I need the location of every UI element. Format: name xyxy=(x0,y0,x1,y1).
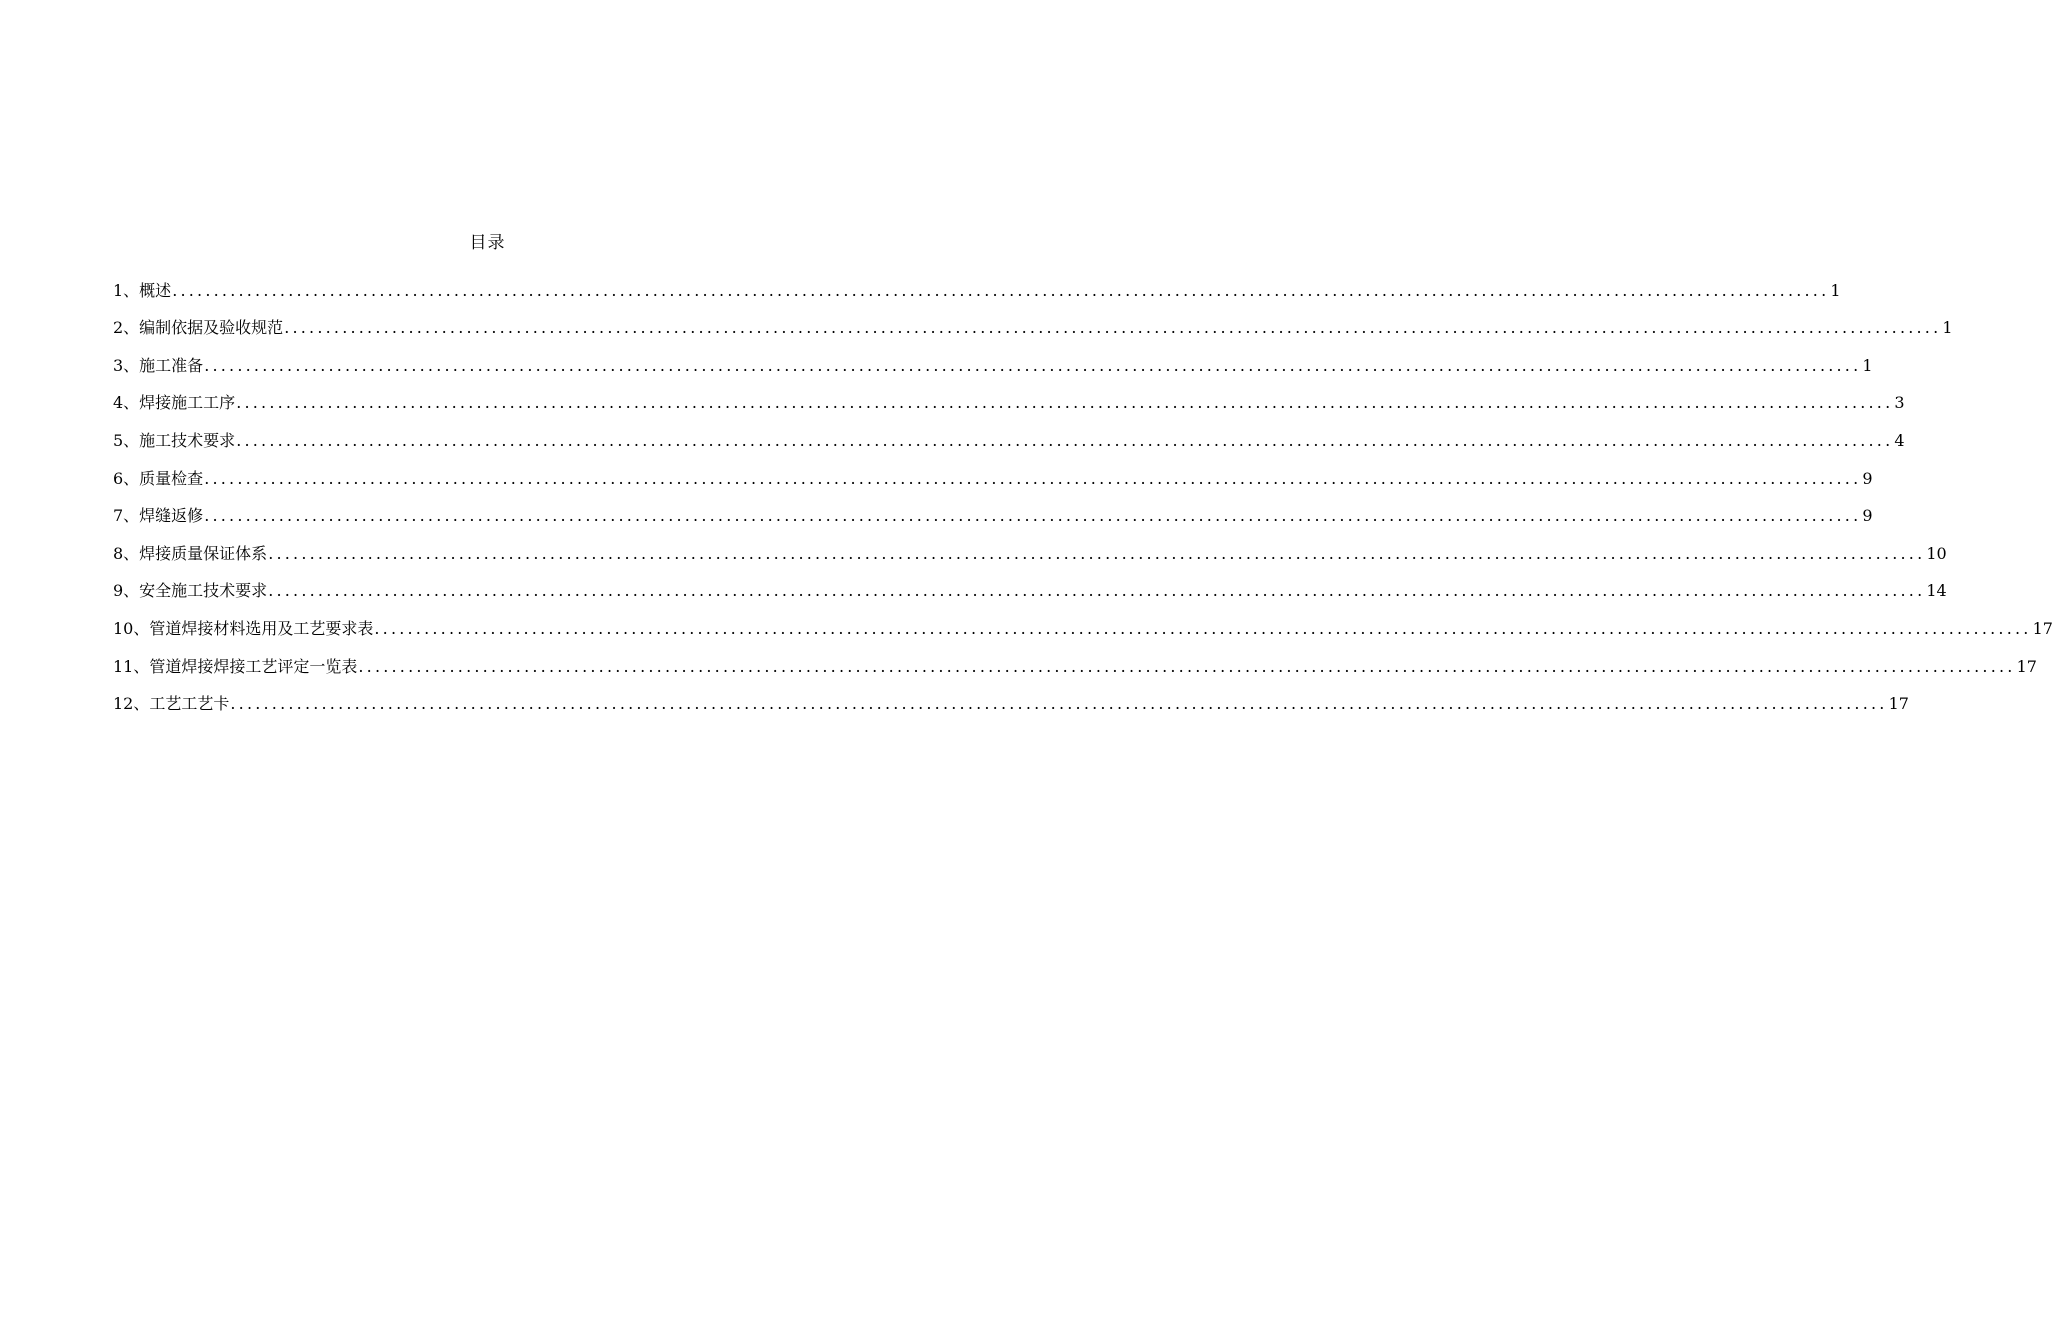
toc-entry[interactable] xyxy=(113,417,1905,455)
dot-leader: ........................................................................................................................................................................................................ xyxy=(230,694,1888,714)
toc-entry-label: 1、概述 xyxy=(113,280,172,300)
toc-entry-label: 4、焊接施工工序 xyxy=(113,393,236,413)
toc-entry-page: 3 xyxy=(1894,393,1905,413)
toc-entry[interactable] xyxy=(113,305,1953,343)
toc-entry[interactable] xyxy=(113,605,2053,643)
toc-entry-page: 9 xyxy=(1862,468,1873,488)
toc-entry[interactable] xyxy=(113,380,1905,418)
dot-leader: ........................................................................................................................................................................................................ xyxy=(172,280,1830,300)
toc-entry[interactable] xyxy=(113,643,2037,681)
toc-entry-page: 17 xyxy=(2032,618,2053,638)
dot-leader: ........................................................................................................................................................................................................ xyxy=(204,506,1862,526)
toc-entry-page: 1 xyxy=(1862,355,1873,375)
toc-entry-label: 3、施工准备 xyxy=(113,355,204,375)
dot-leader: ........................................................................................................................................................................................................ xyxy=(204,468,1862,488)
dot-leader: ........................................................................................................................................................................................................ xyxy=(236,393,1894,413)
toc-entry-label: 6、质量检查 xyxy=(113,468,204,488)
toc-entry[interactable] xyxy=(113,267,1841,305)
toc-entry[interactable] xyxy=(113,455,1873,493)
dot-leader: ........................................................................................................................................................................................................ xyxy=(236,430,1894,450)
toc-entry-page: 17 xyxy=(2016,656,2037,676)
toc-entry[interactable] xyxy=(113,568,1947,606)
table-of-contents xyxy=(113,267,2053,718)
toc-entry-label: 11、管道焊接焊接工艺评定一览表 xyxy=(113,656,358,676)
toc-entry-page: 14 xyxy=(1926,581,1947,601)
toc-entry-label: 9、安全施工技术要求 xyxy=(113,581,268,601)
dot-leader: ........................................................................................................................................................................................................ xyxy=(268,543,1926,563)
toc-entry-page: 1 xyxy=(1830,280,1841,300)
dot-leader: ........................................................................................................................................................................................................ xyxy=(204,355,1862,375)
dot-leader: ........................................................................................................................................................................................................ xyxy=(374,618,2032,638)
toc-entry-label: 2、编制依据及验收规范 xyxy=(113,318,284,338)
dot-leader: ........................................................................................................................................................................................................ xyxy=(358,656,2016,676)
toc-title: 目录 xyxy=(469,233,506,253)
toc-entry[interactable] xyxy=(113,493,1873,531)
toc-entry-page: 17 xyxy=(1888,694,1909,714)
toc-entry[interactable] xyxy=(113,342,1873,380)
toc-entry-label: 8、焊接质量保证体系 xyxy=(113,543,268,563)
dot-leader: ........................................................................................................................................................................................................ xyxy=(268,581,1926,601)
toc-entry-page: 9 xyxy=(1862,506,1873,526)
toc-entry-page: 4 xyxy=(1894,430,1905,450)
toc-entry-label: 10、管道焊接材料选用及工艺要求表 xyxy=(113,618,374,638)
toc-entry[interactable] xyxy=(113,530,1947,568)
toc-entry-label: 7、焊缝返修 xyxy=(113,506,204,526)
dot-leader: ........................................................................................................................................................................................................ xyxy=(284,318,1942,338)
toc-entry-page: 1 xyxy=(1942,318,1953,338)
toc-entry-label: 12、工艺工艺卡 xyxy=(113,694,230,714)
toc-entry[interactable] xyxy=(113,681,1909,719)
toc-entry-page: 10 xyxy=(1926,543,1947,563)
toc-entry-label: 5、施工技术要求 xyxy=(113,430,236,450)
